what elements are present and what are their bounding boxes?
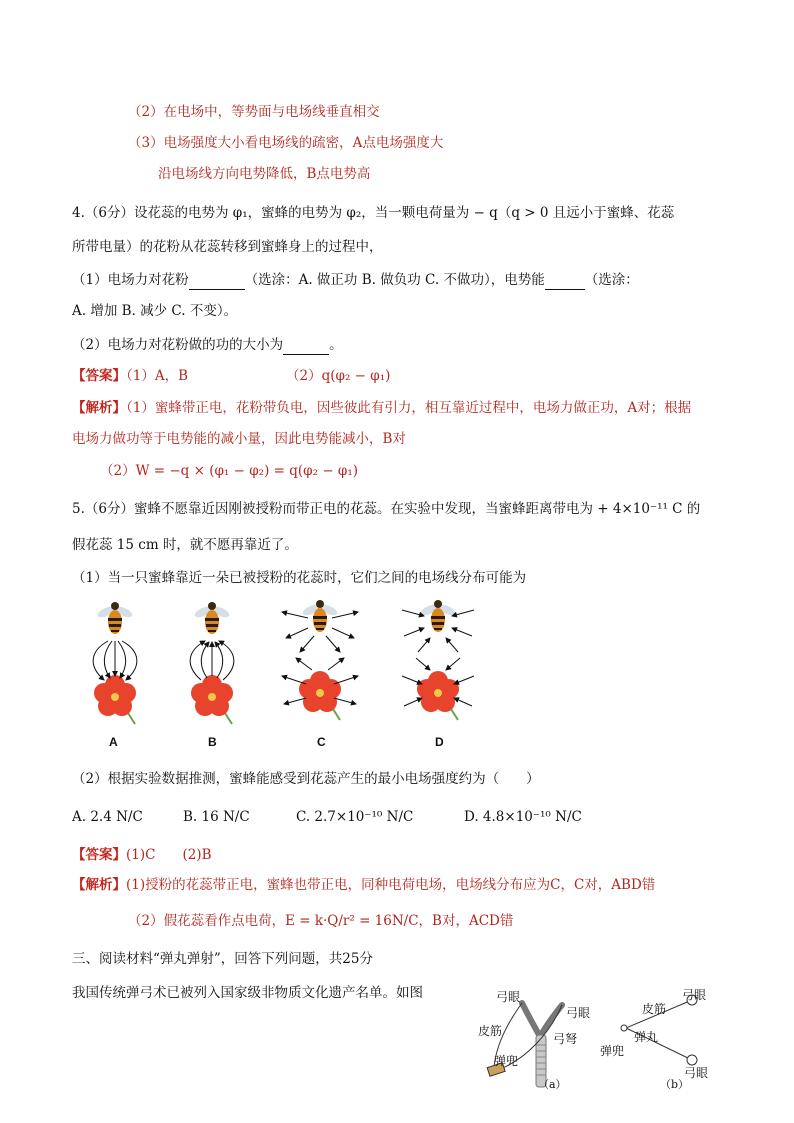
q5-answer-text: (1)C (2)B: [126, 847, 212, 863]
label-b-band: 皮筋: [642, 1002, 667, 1016]
q4-explanation-line-2: 电场力做功等于电势能的减小量，因此电势能减小，B对: [72, 431, 406, 447]
prev-answer-line-3: （3）电场强度大小看电场线的疏密，A点电场强度大: [128, 135, 444, 151]
label-b-eye-top: 弓眼: [682, 988, 707, 1002]
label-b-pellet: 弹丸: [634, 1030, 659, 1044]
label-a-band: 皮筋: [478, 1024, 503, 1038]
figure-label-c: C: [317, 735, 326, 749]
figure-label-a: A: [109, 735, 118, 749]
q5-option-a[interactable]: A. 2.4 N/C: [72, 809, 143, 825]
q4-explanation-line-1: [72, 399, 691, 417]
section-3-heading: 三、阅读材料“弹丸弹射”，回答下列问题，共25分: [72, 951, 373, 967]
figure-c: [282, 600, 358, 720]
figure-label-b: B: [208, 735, 217, 749]
prev-answer-line-4: 沿电场线方向电势降低，B点电势高: [158, 166, 371, 182]
figure-d: [402, 600, 474, 720]
section-3-text-1: 我国传统弹弓术已被列入国家级非物质文化遗产名单。如图: [72, 985, 423, 1001]
q4-part-1-text-b: （选涂：A. 做正功 B. 做负功 C. 不做功），电势能: [244, 272, 545, 288]
q4-part-1-text-a: （1）电场力对花粉: [72, 272, 189, 288]
q4-explanation-tag: 【解析】: [72, 400, 126, 416]
q5-explanation-text-1: (1)授粉的花蕊带正电，蜜蜂也带正电，同种电荷电场，电场线分布应为C，C对，ABD错: [126, 877, 656, 893]
q4-explanation-text-1: （1）蜜蜂带正电，花粉带负电，因些彼此有引力，相互靠近过程中，电场力做正功，A对；根据: [126, 400, 692, 416]
q5-part-2: （2）根据实验数据推测，蜜蜂能感受到花蕊产生的最小电场强度约为（ ）: [72, 771, 540, 787]
q5-option-c[interactable]: C. 2.7×10⁻¹⁰ N/C: [296, 809, 414, 825]
q5-answer: [72, 846, 212, 864]
q4-part-2-end: 。: [329, 337, 343, 353]
q4-answer: [72, 367, 390, 385]
q4-part-2: [72, 336, 343, 355]
q4-blank-3[interactable]: [283, 336, 329, 355]
q5-explanation-line-2: （2）假花蕊看作点电荷，E = k·Q/r² = 16N/C，B对，ACD错: [128, 913, 514, 929]
q4-part-1-text-c: （选涂：: [584, 272, 639, 288]
field-line-figures: [60, 596, 500, 726]
q4-answer-1: （1）A，B: [126, 368, 189, 384]
q5-part-1: （1）当一只蜜蜂靠近一朵已被授粉的花蕊时，它们之间的电场线分布可能为: [72, 570, 527, 586]
label-b-eye-bottom: 弓眼: [684, 1066, 709, 1080]
q4-blank-1[interactable]: [189, 271, 245, 290]
q5-stem-line-1: 5.（6分）蜜蜂不愿靠近因刚被授粉而带正电的花蕊。在实验中发现，当蜜蜂距离带电为 + 4×10⁻¹¹ C 的: [72, 501, 701, 517]
label-a-eye-top: 弓眼: [496, 990, 521, 1004]
q5-option-d[interactable]: D. 4.8×10⁻¹⁰ N/C: [464, 809, 582, 825]
q5-stem-line-2: 假花蕊 15 cm 时，就不愿再靠近了。: [72, 537, 298, 553]
prev-answer-line-2: （2）在电场中，等势面与电场线垂直相交: [128, 104, 380, 120]
q5-explanation-line-1: [72, 876, 655, 894]
q4-explanation-line-3: （2）W = −q × (φ₁ − φ₂) = q(φ₂ − φ₁): [100, 463, 359, 479]
q4-answer-2: （2）q(φ₂ − φ₁): [286, 368, 391, 384]
q4-stem-line-2: 所带电量）的花粉从花蕊转移到蜜蜂身上的过程中，: [72, 239, 383, 255]
q4-part-1-options: A. 增加 B. 减少 C. 不变）。: [72, 303, 238, 319]
q4-blank-2[interactable]: [545, 271, 585, 290]
q5-option-b[interactable]: B. 16 N/C: [183, 809, 250, 825]
figure-label-d: D: [435, 735, 444, 749]
label-a-bow: 弓弩: [553, 1032, 578, 1046]
label-a-pouch: 弹兜: [494, 1054, 519, 1068]
figure-a: [93, 602, 137, 724]
caption-b: （b）: [660, 1078, 690, 1091]
label-a-eye-right: 弓眼: [566, 1006, 591, 1020]
label-b-pouch: 弹兜: [600, 1044, 625, 1058]
q4-part-1: [72, 271, 639, 290]
caption-a: （a）: [538, 1078, 567, 1091]
q5-explanation-tag: 【解析】: [72, 877, 126, 893]
q5-answer-tag: 【答案】: [72, 847, 126, 863]
q4-part-2-text: （2）电场力对花粉做的功的大小为: [72, 337, 284, 353]
figure-b: [190, 602, 234, 724]
q4-stem-line-1: 4.（6分）设花蕊的电势为 φ₁，蜜蜂的电势为 φ₂，当一颗电荷量为 − q（q > 0 且远小于蜜蜂、花蕊: [72, 205, 675, 221]
q4-answer-tag: 【答案】: [72, 368, 126, 384]
